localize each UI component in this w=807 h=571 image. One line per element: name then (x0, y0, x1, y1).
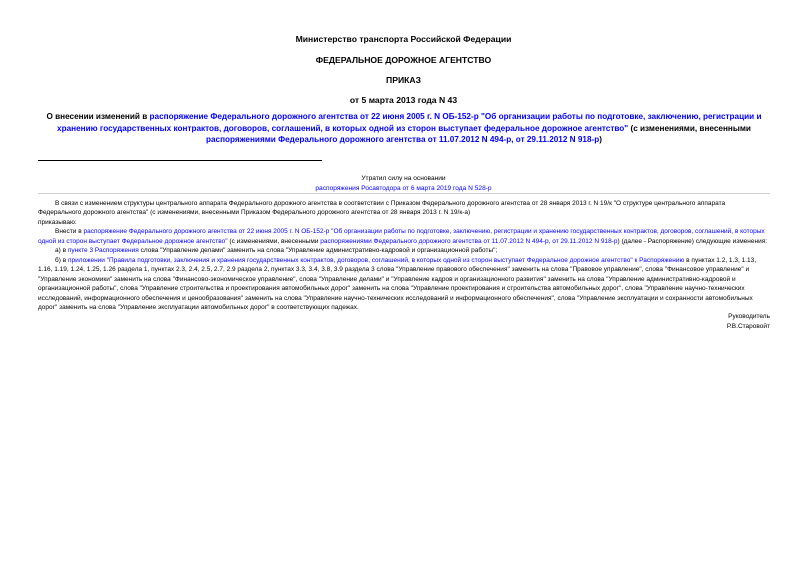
title-divider (38, 160, 322, 161)
amendment-intro-text-2: (с изменениями, внесенными (227, 237, 321, 245)
document-date-number: от 5 марта 2013 года N 43 (349, 95, 458, 105)
body-link-order-2005[interactable]: распоряжение Федерального дорожного агентства от 22 июня 2005 г. N ОБ-152-р "Об организации работы по подготовке, заключению, регистрации и хранению государственных контрактов, договоров, соглашений, в которых одной из сторон выступает Федеральное дорожное агентство" (38, 228, 765, 245)
amendment-intro-text-1: Внести в (55, 228, 84, 236)
item-a-text-2: слова "Управление делами" заменить на слова "Управление административно-кадровой и организационной работы"; (138, 247, 498, 255)
preamble-paragraph: В связи с изменением структуры центрального аппарата Федерального дорожного агентства в соответствии с Приказом Федерального дорожного агентства от 28 января 2013 г. N 19/к "О структуре центрального аппарата Федерального дорожного агентства" (с изменениями, внесенными Приказом Федерального дорожного агентства от 28 января 2013 г. N 19/к-а) (38, 200, 726, 217)
amendment-intro-paragraph (38, 227, 770, 246)
repeal-link[interactable]: распоряжения Росавтодора от 6 марта 2019 года N 528-р (315, 184, 492, 192)
body-link-amendments-2012[interactable]: распоряжениями Федерального дорожного агентства от 11.07.2012 N 494-р, от 29.11.2012 N 918-р (320, 237, 618, 245)
title-text-2: (с изменениями, внесенными (628, 123, 751, 133)
agency-name: ФЕДЕРАЛЬНОЕ ДОРОЖНОЕ АГЕНТСТВО (315, 55, 492, 65)
item-a-link[interactable]: пункте 3 Распоряжения (67, 247, 139, 255)
ministry-name: Министерство транспорта Российской Федерации (295, 34, 512, 44)
item-a-text-1: а) в (55, 247, 68, 255)
item-b-link[interactable]: приложении "Правила подготовки, заключения и хранения государственных контрактов, договоров, соглашений, в которых одной из сторон выступает Федеральное дорожное агентство" к Распоряжению (67, 256, 685, 264)
title-link-order-2005[interactable]: распоряжение Федерального дорожного агентства от 22 июня 2005 г. N ОБ-152-р "Об организации работы по подготовке, заключению, регистрации и хранению государственных контрактов, договоров, соглашений, в которых одной из сторон выступает федеральное дорожное агентство" (57, 112, 762, 133)
body-divider (38, 193, 770, 194)
title-link-amendments-2012[interactable]: распоряжениями Федерального дорожного агентства от 11.07.2012 N 494-р, от 29.11.2012 N 918-р (205, 135, 600, 144)
repeal-text: Утратил силу на основании (361, 175, 446, 182)
document-title (44, 111, 764, 146)
amendment-item-a (38, 246, 770, 255)
item-b-text-1: б) в (55, 256, 68, 264)
title-text-3: ) (599, 135, 602, 144)
item-b-text-2: в пунктах 1.2, 1.3, 1.13, 1.16, 1.19, 1.24, 1.25, 1.26 раздела 1, пунктах 2.3, 2.4, 2.5, 2.7, 2.9 раздела 2, пунктах 3.3, 3.4, 3.8, 3.9 раздела 3 слова "Управление правового обеспечения" заменить на слова "Правовое управление", слова "Финансовое управление" и "Управление экономики" заменить на слова "Финансово-экономическое управление", слова "Управление делами" и "Управление кадров и организационного развития" заменить на слова "Управление административно-кадровой и организационной работы", слова "Управление строительства и проектирования автомобильных дорог" заменить на слова "Управление проектирования и строительства автомобильных дорог", слова "Управление научно-технических исследований, информационного обеспечения и ценообразования" заменить на слова "Управление научно-технических исследований и информационного обеспечения", слова "Управление эксплуатации и сохранности автомобильных дорог" заменить на слова "Управление эксплуатации автомобильных дорог" в соответствующих падежах. (38, 256, 757, 311)
title-text-1: О внесении изменений в (46, 112, 150, 121)
repeal-notice (300, 174, 507, 193)
amendment-item-b (38, 256, 770, 313)
order-word: приказываю: (38, 218, 77, 226)
signer-name: Р.В.Старовойт (726, 322, 770, 330)
document-type: ПРИКАЗ (386, 75, 421, 85)
document-body (38, 199, 770, 331)
amendment-intro-text-3: ) (далее - Распоряжение) следующие изменения: (617, 237, 768, 245)
signer-role: Руководитель (728, 313, 770, 321)
